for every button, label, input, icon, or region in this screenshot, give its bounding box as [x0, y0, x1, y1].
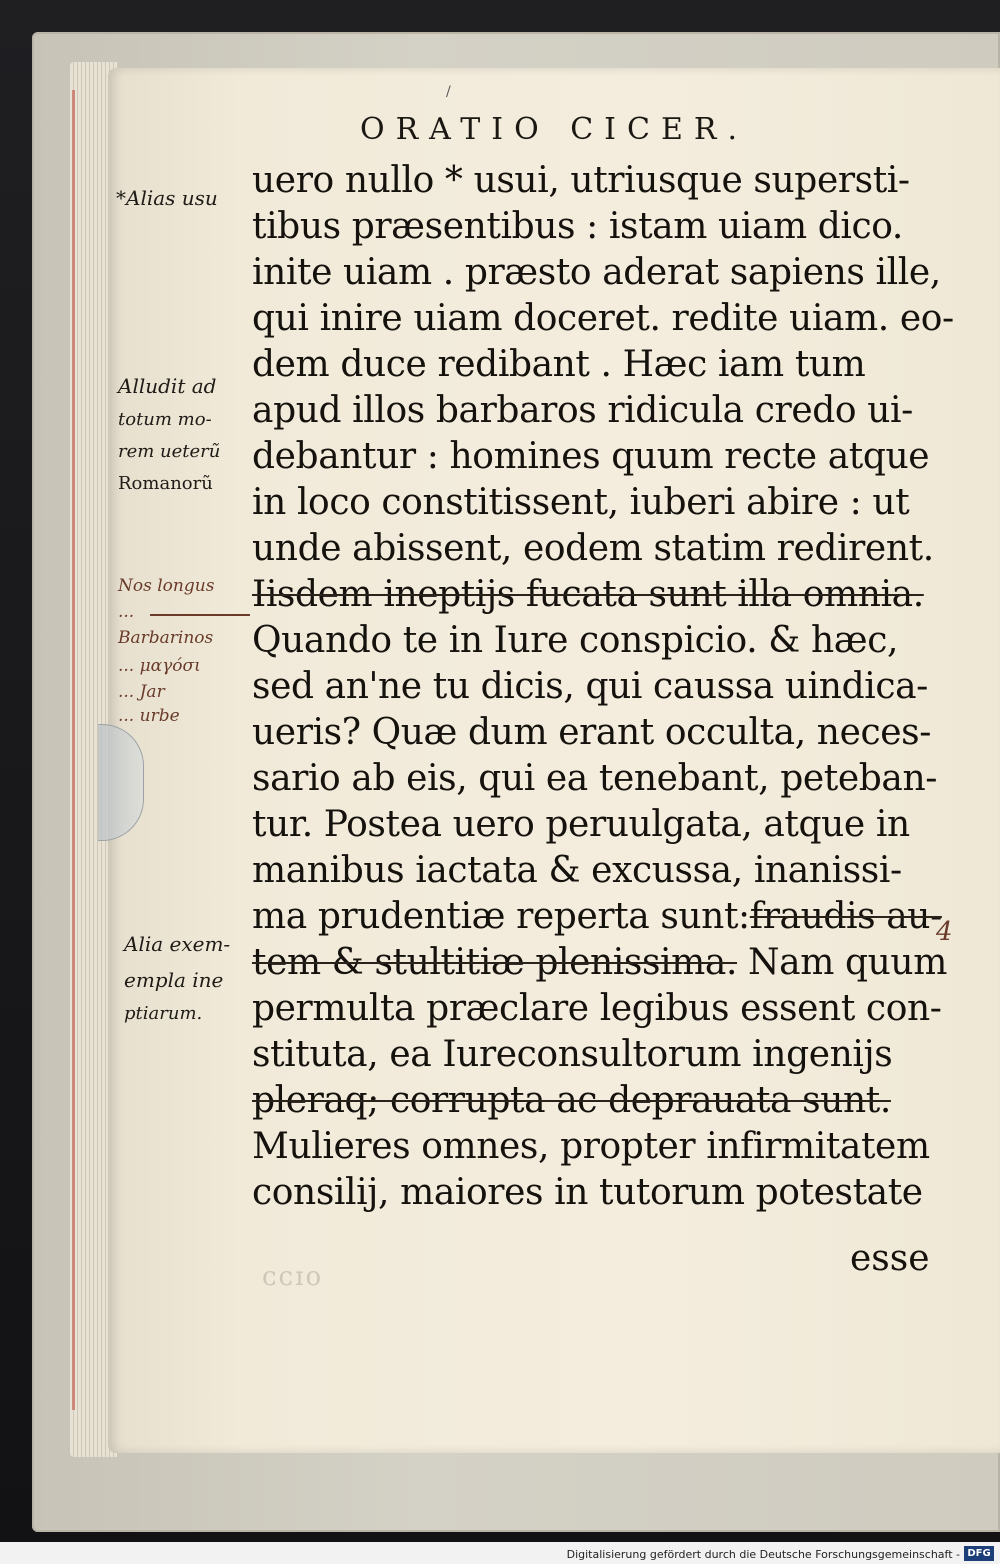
- text-line: ueris? Quæ dum erant occulta, neces-: [252, 712, 932, 753]
- text-segment: ma prudentiæ reperta sunt:: [252, 896, 750, 937]
- text-segment: Nam quum: [737, 942, 947, 983]
- text-line: in loco constitissent, iuberi abire : ut: [252, 482, 910, 523]
- text-line: uero nullo * usui, utriusque supersti-: [252, 160, 910, 201]
- handwritten-note: Barbarinos: [118, 628, 214, 648]
- dfg-logo: DFG: [964, 1546, 994, 1561]
- text-line: unde abissent, eodem statim redirent.: [252, 528, 934, 569]
- text-line: sed an'ne tu dicis, qui caussa uindica-: [252, 666, 928, 707]
- text-line: [252, 940, 947, 986]
- page-tick-mark: /: [446, 84, 451, 100]
- margin-note-alia: Alia exem-: [124, 932, 231, 956]
- margin-note-alludit: totum mo-: [118, 409, 212, 430]
- text-line: stituta, ea Iureconsultorum ingenijs: [252, 1034, 893, 1075]
- text-line: Quando te in Iure conspicio. & hæc,: [252, 620, 899, 661]
- margin-note-alludit: rem ueterũ: [118, 441, 221, 462]
- text-line-struck: pleraq; corrupta ac deprauata sunt.: [252, 1080, 891, 1121]
- catchword: esse: [850, 1238, 930, 1279]
- running-head: ORATIO CICER.: [360, 112, 748, 147]
- text-line: [252, 894, 942, 940]
- handwritten-strike: [150, 614, 250, 616]
- margin-note-alludit: Alludit ad: [118, 374, 217, 398]
- red-edge-stripe: [72, 90, 75, 1410]
- text-line: tur. Postea uero peruulgata, atque in: [252, 804, 910, 845]
- text-line: dem duce redibant . Hæc iam tum: [252, 344, 866, 385]
- margin-note-alia: ptiarum.: [124, 1003, 203, 1024]
- text-line: debantur : homines quum recte atque: [252, 436, 930, 477]
- handwritten-note-right: 4: [936, 917, 953, 947]
- handwritten-note: Nos longus: [118, 576, 215, 596]
- bleed-through-text: ᴄᴄɪᴏ: [262, 1262, 324, 1292]
- text-line: sario ab eis, qui ea tenebant, peteban-: [252, 758, 937, 799]
- text-line: consilij, maiores in tutorum potestate: [252, 1172, 923, 1213]
- handwritten-note: ... urbe: [118, 706, 180, 726]
- text-line: inite uiam . præsto aderat sapiens ille,: [252, 252, 941, 293]
- margin-note-alia: empla ine: [124, 968, 224, 992]
- margin-note-alludit: Romanorũ: [118, 473, 213, 494]
- text-line-struck: Iisdem ineptijs fucata sunt illa omnia.: [252, 574, 924, 615]
- handwritten-note: ...: [118, 602, 135, 622]
- text-line: manibus iactata & excussa, inanissi-: [252, 850, 902, 891]
- text-line: Mulieres omnes, propter infirmitatem: [252, 1126, 930, 1167]
- text-segment-struck: tem & stultitiæ plenissima.: [252, 942, 737, 983]
- text-line: tibus præsentibus : istam uiam dico.: [252, 206, 903, 247]
- text-line: apud illos barbaros ridicula credo ui-: [252, 390, 913, 431]
- footer-credit: Digitalisierung gefördert durch die Deutsche Forschungsgemeinschaft -: [566, 1548, 960, 1561]
- handwritten-note: ... Jar: [118, 682, 165, 702]
- text-line: qui inire uiam doceret. redite uiam. eo-: [252, 298, 954, 339]
- text-line: permulta præclare legibus essent con-: [252, 988, 942, 1029]
- margin-note-alias: *Alias usu: [116, 186, 218, 210]
- handwritten-note: ... μαγόσι: [118, 656, 201, 676]
- text-segment-struck: fraudis au-: [749, 896, 942, 937]
